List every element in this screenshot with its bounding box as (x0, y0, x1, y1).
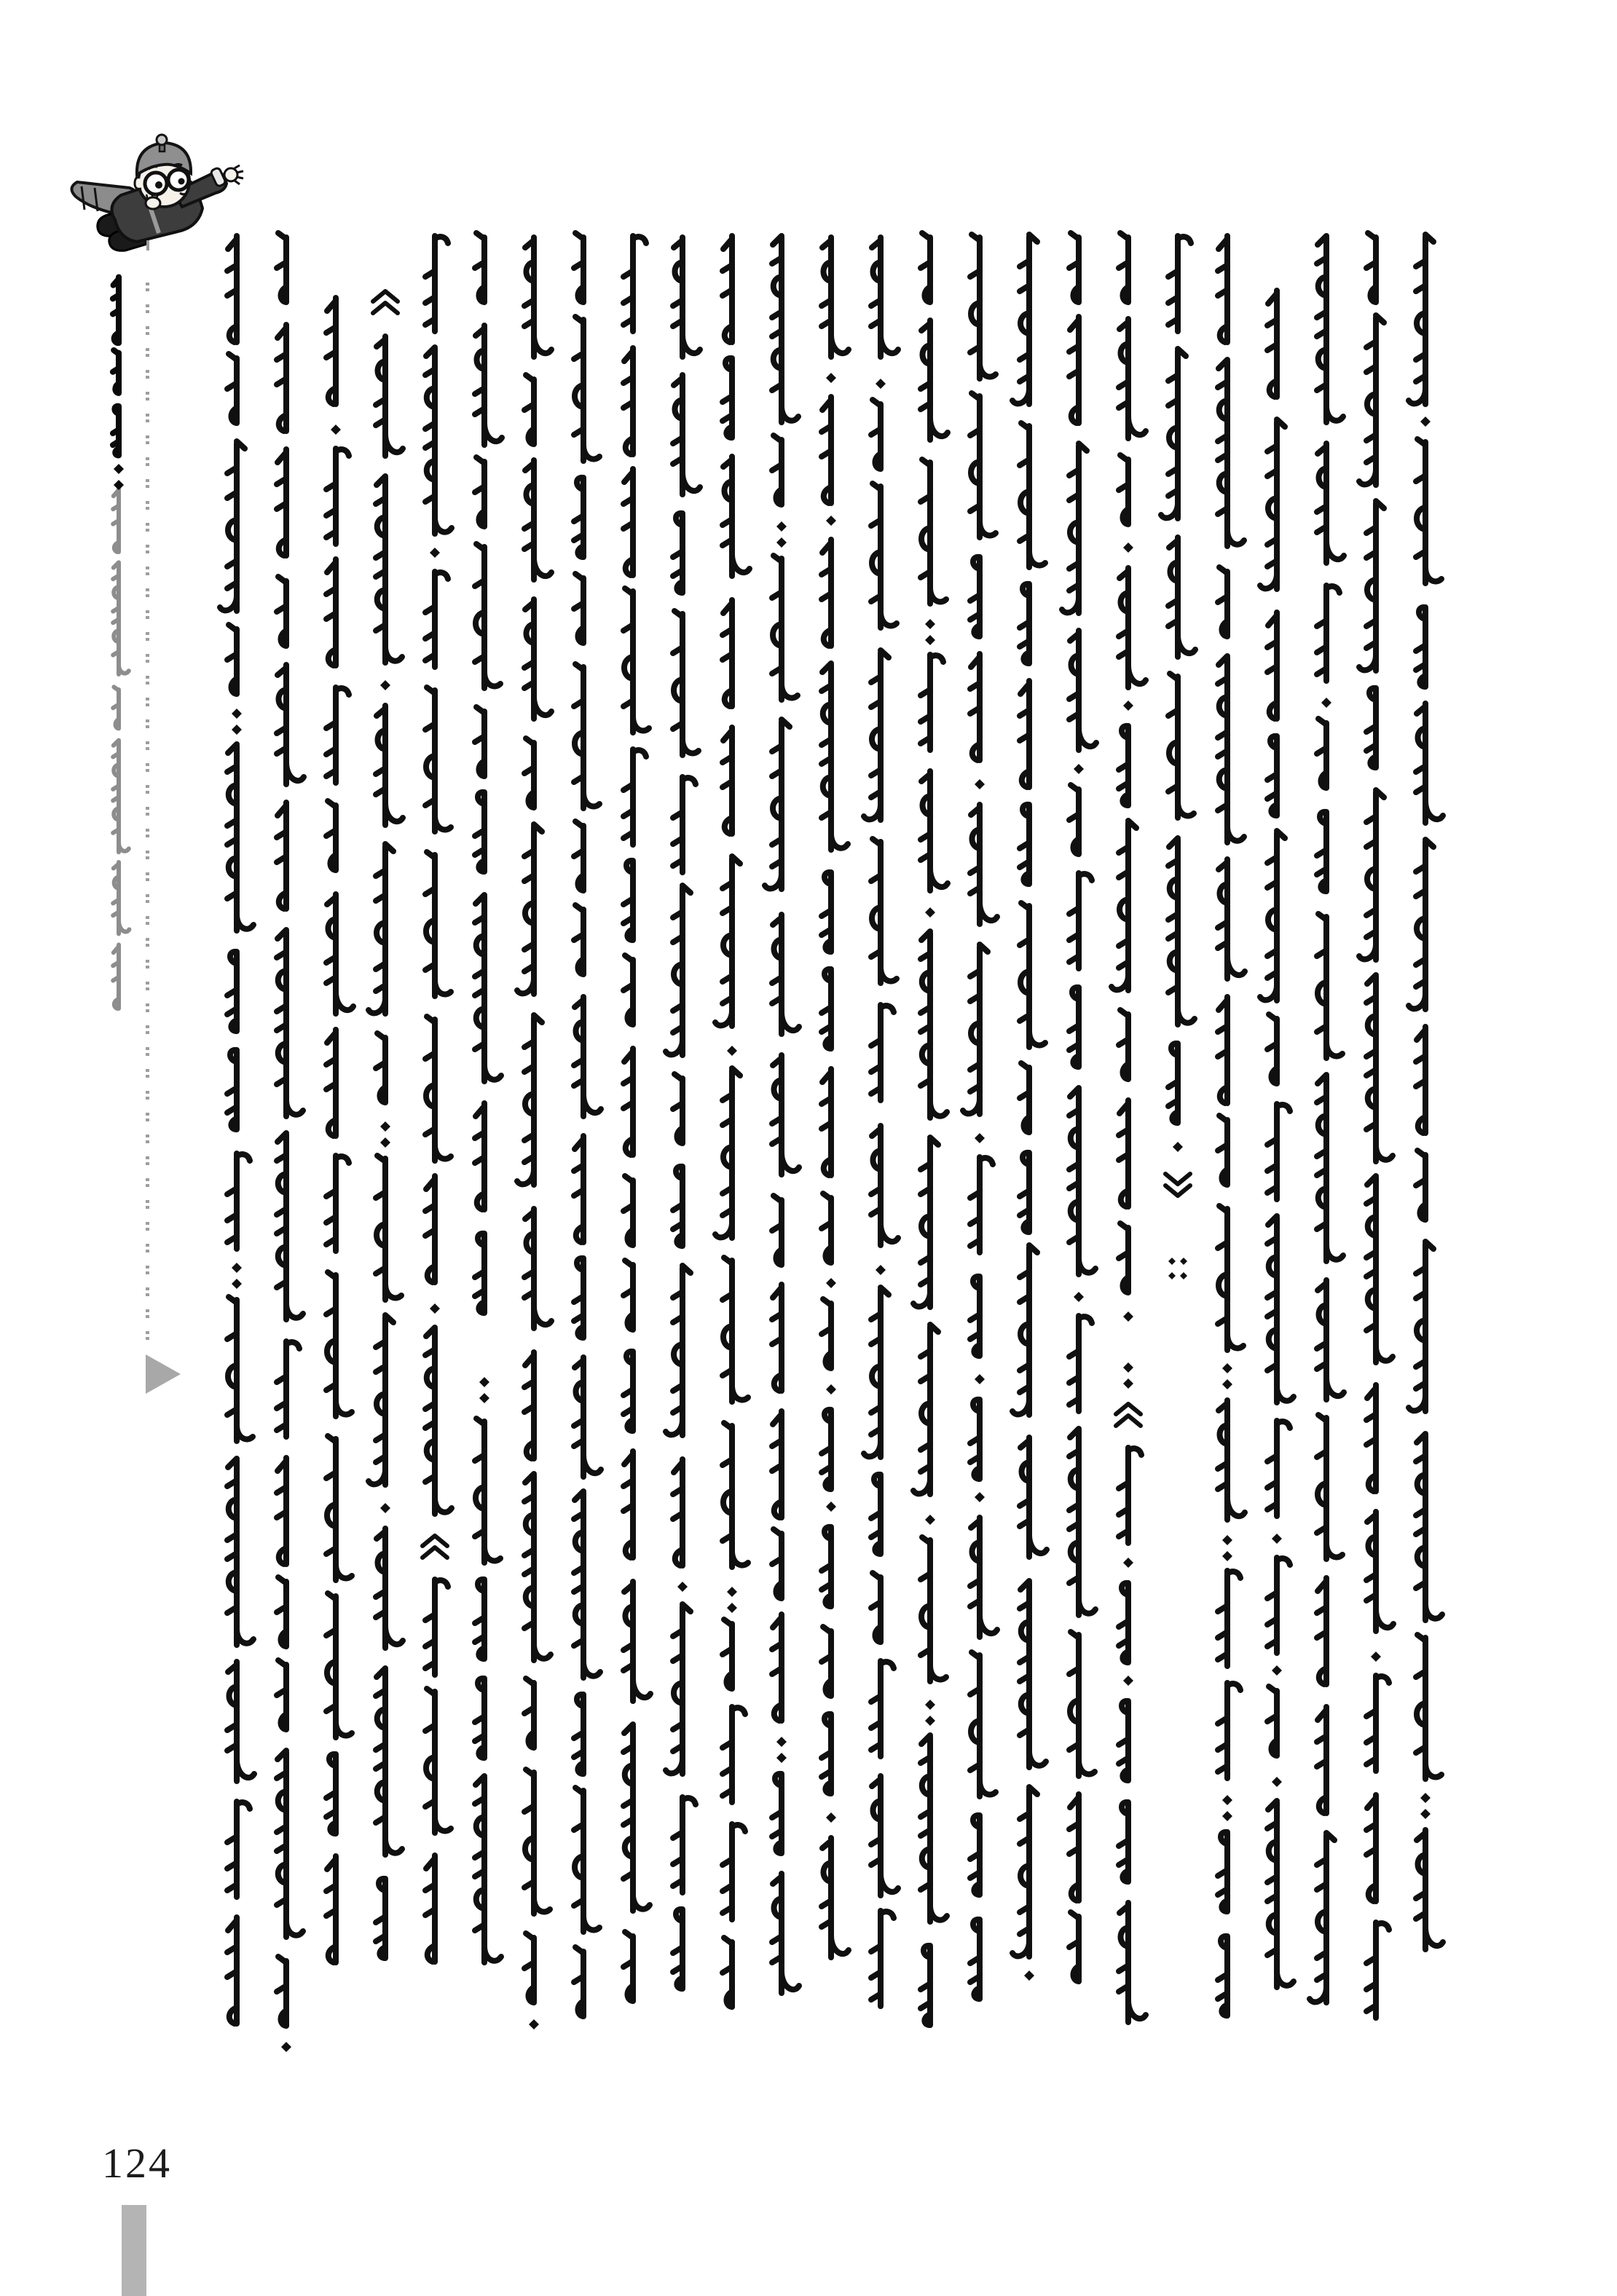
head (135, 135, 191, 209)
text-column-11 (715, 236, 750, 2007)
text-column-6 (475, 233, 502, 1962)
mongolian-script-text-block (113, 233, 1443, 2052)
header-subtitle-script (113, 488, 129, 1009)
text-column-10 (666, 237, 700, 1989)
page-number: 124 (102, 2139, 172, 2187)
text-column-7 (517, 237, 551, 2029)
text-column-18 (1062, 233, 1096, 1981)
lead-arrow-icon (146, 1354, 181, 1394)
footer-page-marker-bar (122, 2205, 146, 2296)
text-column-24 (1359, 233, 1393, 2018)
text-column-3 (326, 298, 353, 1962)
header-title-script (113, 277, 119, 455)
text-column-16 (963, 234, 997, 1999)
text-column-4 (369, 291, 403, 1958)
text-column-13 (822, 237, 849, 1957)
text-column-8 (574, 233, 601, 2016)
text-column-9 (623, 236, 650, 2001)
text-column-20 (1161, 236, 1195, 1279)
flying-boy-illustration (71, 135, 243, 250)
hand-forward (224, 165, 243, 184)
text-column-15 (913, 233, 948, 2025)
text-column-1 (220, 236, 254, 2024)
text-column-25 (1409, 234, 1443, 1949)
header-colon-mark (114, 464, 124, 490)
text-column-23 (1310, 236, 1344, 2003)
text-column-19 (1112, 233, 1146, 2022)
text-column-5 (422, 236, 452, 1962)
dashed-divider-line (146, 283, 149, 1349)
text-column-21 (1218, 236, 1245, 2016)
text-column-12 (765, 236, 799, 1993)
text-column-14 (864, 237, 898, 2006)
mouth (180, 193, 186, 194)
text-column-2 (277, 233, 304, 2052)
text-column-17 (1012, 234, 1047, 1981)
hat-knob (157, 135, 167, 145)
text-column-22 (1260, 291, 1294, 1987)
